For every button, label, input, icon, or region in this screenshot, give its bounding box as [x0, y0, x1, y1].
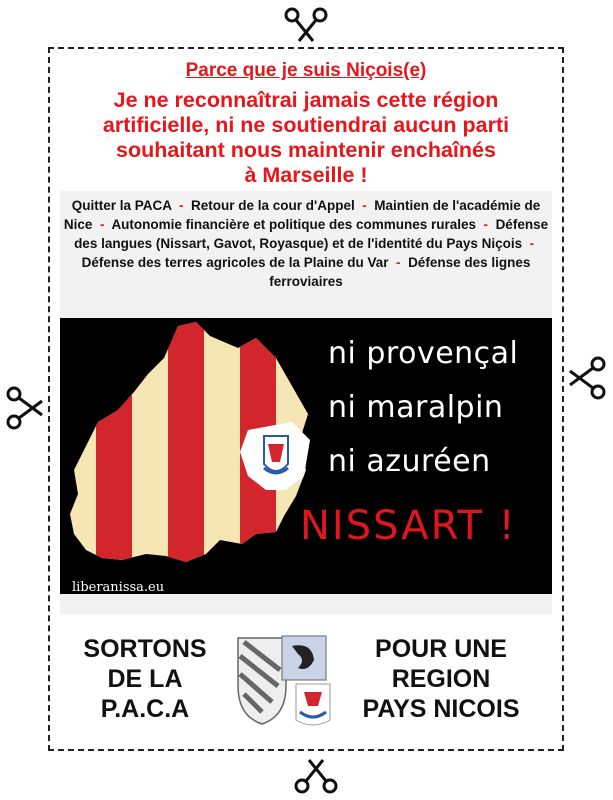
separator-dash: -	[525, 236, 538, 251]
demand-item: Retour de la cour d'Appel	[191, 198, 355, 213]
nissart-slogan: NISSART !	[300, 503, 517, 549]
slogan-line: ni maralpin	[328, 390, 504, 425]
slogan-line: ni azuréen	[328, 444, 491, 479]
scissors-icon-bottom	[293, 758, 339, 796]
scissors-icon-right	[568, 355, 608, 401]
demand-item: Maintien de l'académie de Nice	[63, 198, 541, 232]
pays-nicois-line: PAYS NICOIS	[362, 695, 520, 723]
demand-item: Défense des langues (Nissart, Gavot, Royasque) et de l'identité du Pays Niçois	[74, 217, 549, 251]
leave-paca-line: DE LA	[107, 665, 183, 693]
leave-paca-line: P.A.C.A	[100, 695, 190, 723]
headline: Parce que je suis Niçois(e)	[185, 60, 427, 81]
leave-paca-line: SORTONS	[83, 635, 207, 663]
demand-item: Défense des lignes ferroviaires	[269, 255, 531, 289]
banner	[60, 318, 552, 594]
separator-dash: -	[175, 198, 188, 213]
pays-nicois-line: POUR UNE	[375, 635, 507, 663]
bottom-panel	[60, 614, 552, 738]
demand-item: Autonomie financière et politique des communes rurales	[111, 217, 477, 232]
slogan-line: ni provençal	[328, 336, 519, 371]
separator-dash: -	[392, 255, 405, 270]
county-arms-icon	[232, 630, 332, 730]
message-line: souhaitant nous maintenir enchaînés	[116, 138, 496, 162]
scissors-icon-top	[283, 5, 329, 43]
demand-item: Quitter la PACA	[71, 198, 172, 213]
message-line: à Marseille !	[244, 163, 368, 187]
message-line: artificielle, ni ne soutiendrai aucun parti	[102, 113, 510, 137]
message	[60, 88, 552, 188]
pays-nicois-line: REGION	[391, 665, 491, 693]
scissors-icon-left	[4, 385, 44, 431]
leave-paca-text	[60, 634, 230, 724]
watermark-url: liberanissa.eu	[72, 580, 165, 595]
pays-nicois-text	[330, 634, 552, 724]
separator-dash: -	[96, 217, 109, 232]
demands-list	[62, 196, 550, 291]
message-line: Je ne reconnaîtrai jamais cette région	[113, 88, 499, 112]
separator-dash: -	[358, 198, 371, 213]
demand-item: Défense des terres agricoles de la Plaine du Var	[81, 255, 389, 270]
separator-dash: -	[479, 217, 492, 232]
